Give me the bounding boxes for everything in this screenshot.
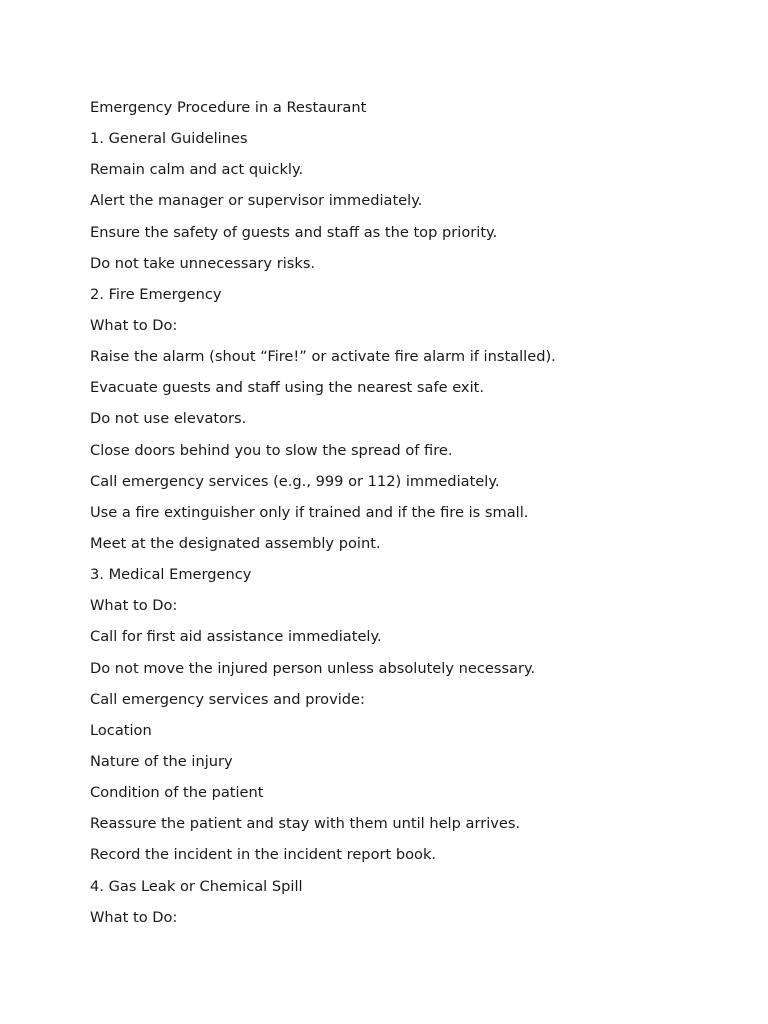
section-heading-gas-leak: 4. Gas Leak or Chemical Spill: [90, 877, 303, 895]
text-line: Remain calm and act quickly.: [90, 161, 304, 179]
text-line: Nature of the injury: [90, 752, 233, 770]
document-title: Emergency Procedure in a Restaurant: [90, 99, 367, 116]
section-heading-fire-emergency: 2. Fire Emergency: [90, 285, 222, 303]
text-line: Close doors behind you to slow the spread of fire.: [90, 441, 453, 459]
text-line: Call for first aid assistance immediately.: [90, 628, 382, 646]
text-line: Alert the manager or supervisor immediately.: [90, 192, 423, 210]
text-line: Condition of the patient: [90, 784, 264, 802]
section-heading-medical-emergency: 3. Medical Emergency: [90, 566, 252, 584]
section-heading-general-guidelines: 1. General Guidelines: [90, 130, 248, 148]
text-line: Do not use elevators.: [90, 410, 247, 428]
text-line: Reassure the patient and stay with them until help arrives.: [90, 815, 521, 833]
text-line: Raise the alarm (shout “Fire!” or activate fire alarm if installed).: [90, 348, 556, 366]
text-line: Use a fire extinguisher only if trained and if the fire is small.: [90, 503, 529, 521]
text-line: Ensure the safety of guests and staff as the top priority.: [90, 223, 498, 241]
text-line: Do not take unnecessary risks.: [90, 254, 316, 272]
text-line: Record the incident in the incident report book.: [90, 846, 437, 864]
text-line: Do not move the injured person unless absolutely necessary.: [90, 659, 536, 677]
subheading-what-to-do: What to Do:: [90, 597, 178, 615]
text-line: Call emergency services (e.g., 999 or 112) immediately.: [90, 472, 500, 490]
text-line: Meet at the designated assembly point.: [90, 534, 381, 552]
subheading-what-to-do: What to Do:: [90, 316, 178, 334]
text-line: Location: [90, 721, 152, 739]
text-line: Evacuate guests and staff using the nearest safe exit.: [90, 379, 484, 397]
document-body: [90, 92, 730, 933]
text-line: Call emergency services and provide:: [90, 690, 365, 708]
subheading-what-to-do: What to Do:: [90, 908, 178, 926]
